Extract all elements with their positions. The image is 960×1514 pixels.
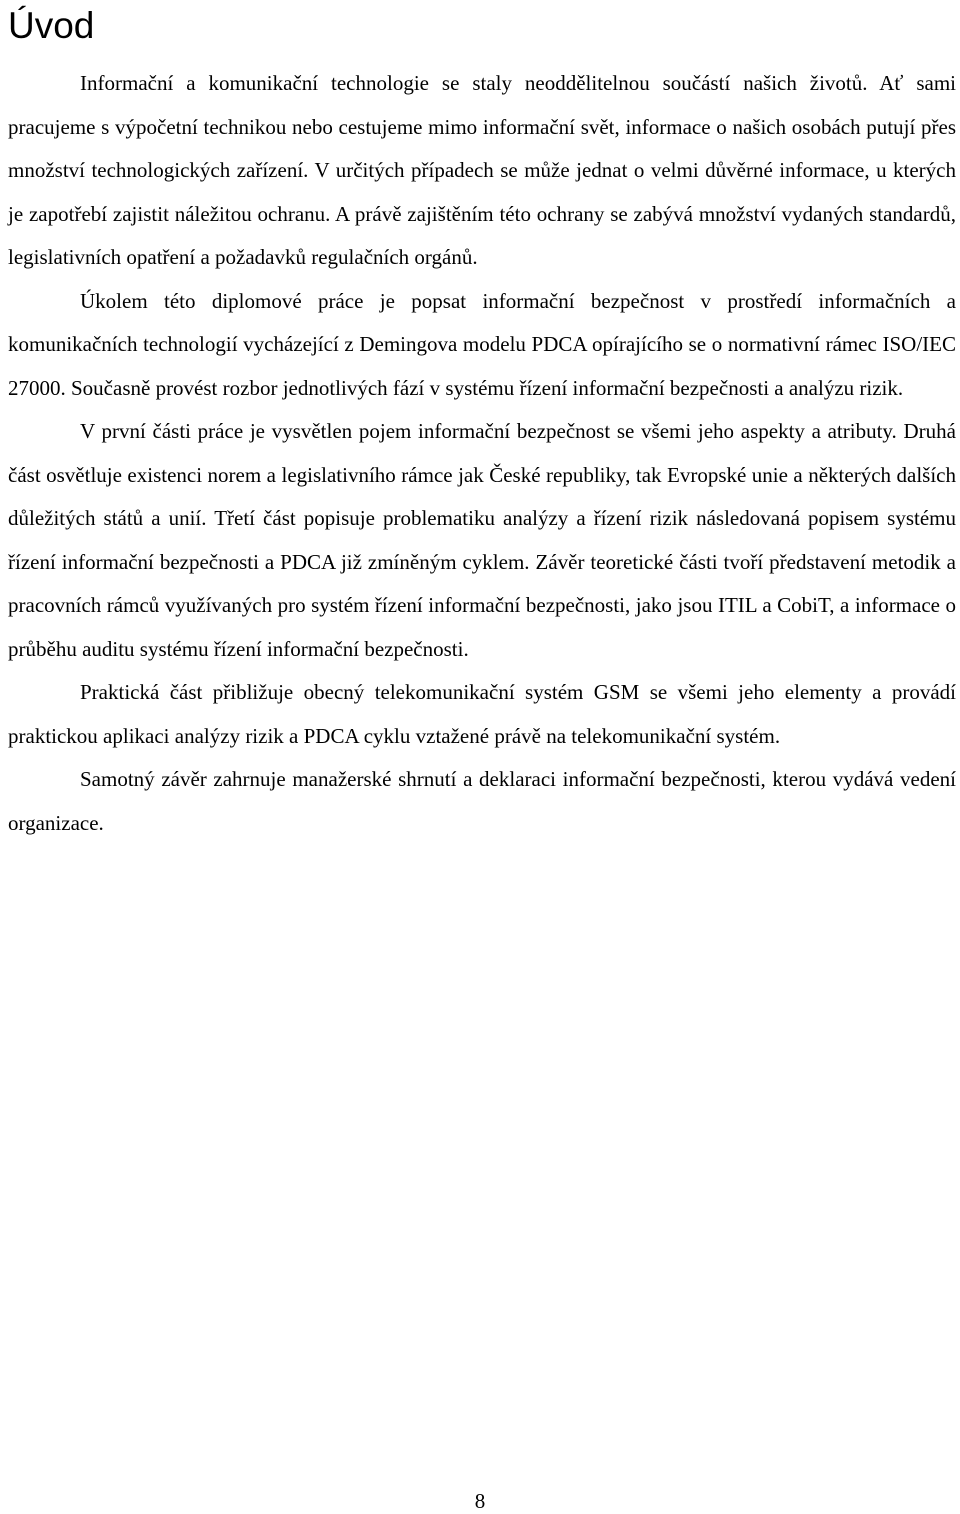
paragraph-conclusion: Samotný závěr zahrnuje manažerské shrnutí a deklaraci informační bezpečnosti, kterou vydává vedení organizace. (8, 767, 956, 835)
paragraph-goal: Úkolem této diplomové práce je popsat informační bezpečnost v prostředí informačních a komunikačních technologií vycházející z Demingova modelu PDCA opírajícího se o normativní rámec ISO/IEC 27000. Současně provést rozbor jednotlivých fází v systému řízení informační bezpečnosti a analýzu rizik. (8, 288, 956, 400)
page-number: 8 (474, 1489, 486, 1513)
paragraph-structure: V první části práce je vysvětlen pojem informační bezpečnost se všemi jeho aspekty a atributy. Druhá část osvětluje existenci norem a legislativního rámce jak České republiky, tak Evropské unie a některých dalších důležitých států a unií. Třetí část popisuje problematiku analýzy a řízení rizik následovaná popisem systému řízení informační bezpečnosti a PDCA již zmíněným cyklem. Závěr teoretické části tvoří představení metodik a pracovních rámců využívaných pro systém řízení informační bezpečnosti, jako jsou ITIL a CobiT, a informace o průběhu auditu systému řízení informační bezpečnosti. (8, 419, 956, 661)
paragraph-intro: Informační a komunikační technologie se staly neoddělitelnou součástí našich životů. Ať sami pracujeme s výpočetní technikou nebo cestujeme mimo informační svět, informace o našich osobách putují přes množství technologických zařízení. V určitých případech se může jednat o velmi důvěrné informace, u kterých je zapotřebí zajistit náležitou ochranu. A právě zajištěním této ochrany se zabývá množství vydaných standardů, legislativních opatření a požadavků regulačních orgánů. (8, 71, 956, 269)
body-text (8, 62, 956, 845)
section-heading: Úvod (8, 5, 95, 46)
paragraph-practical: Praktická část přibližuje obecný telekomunikační systém GSM se všemi jeho elementy a provádí praktickou aplikaci analýzy rizik a PDCA cyklu vztažené právě na telekomunikační systém. (8, 680, 956, 748)
